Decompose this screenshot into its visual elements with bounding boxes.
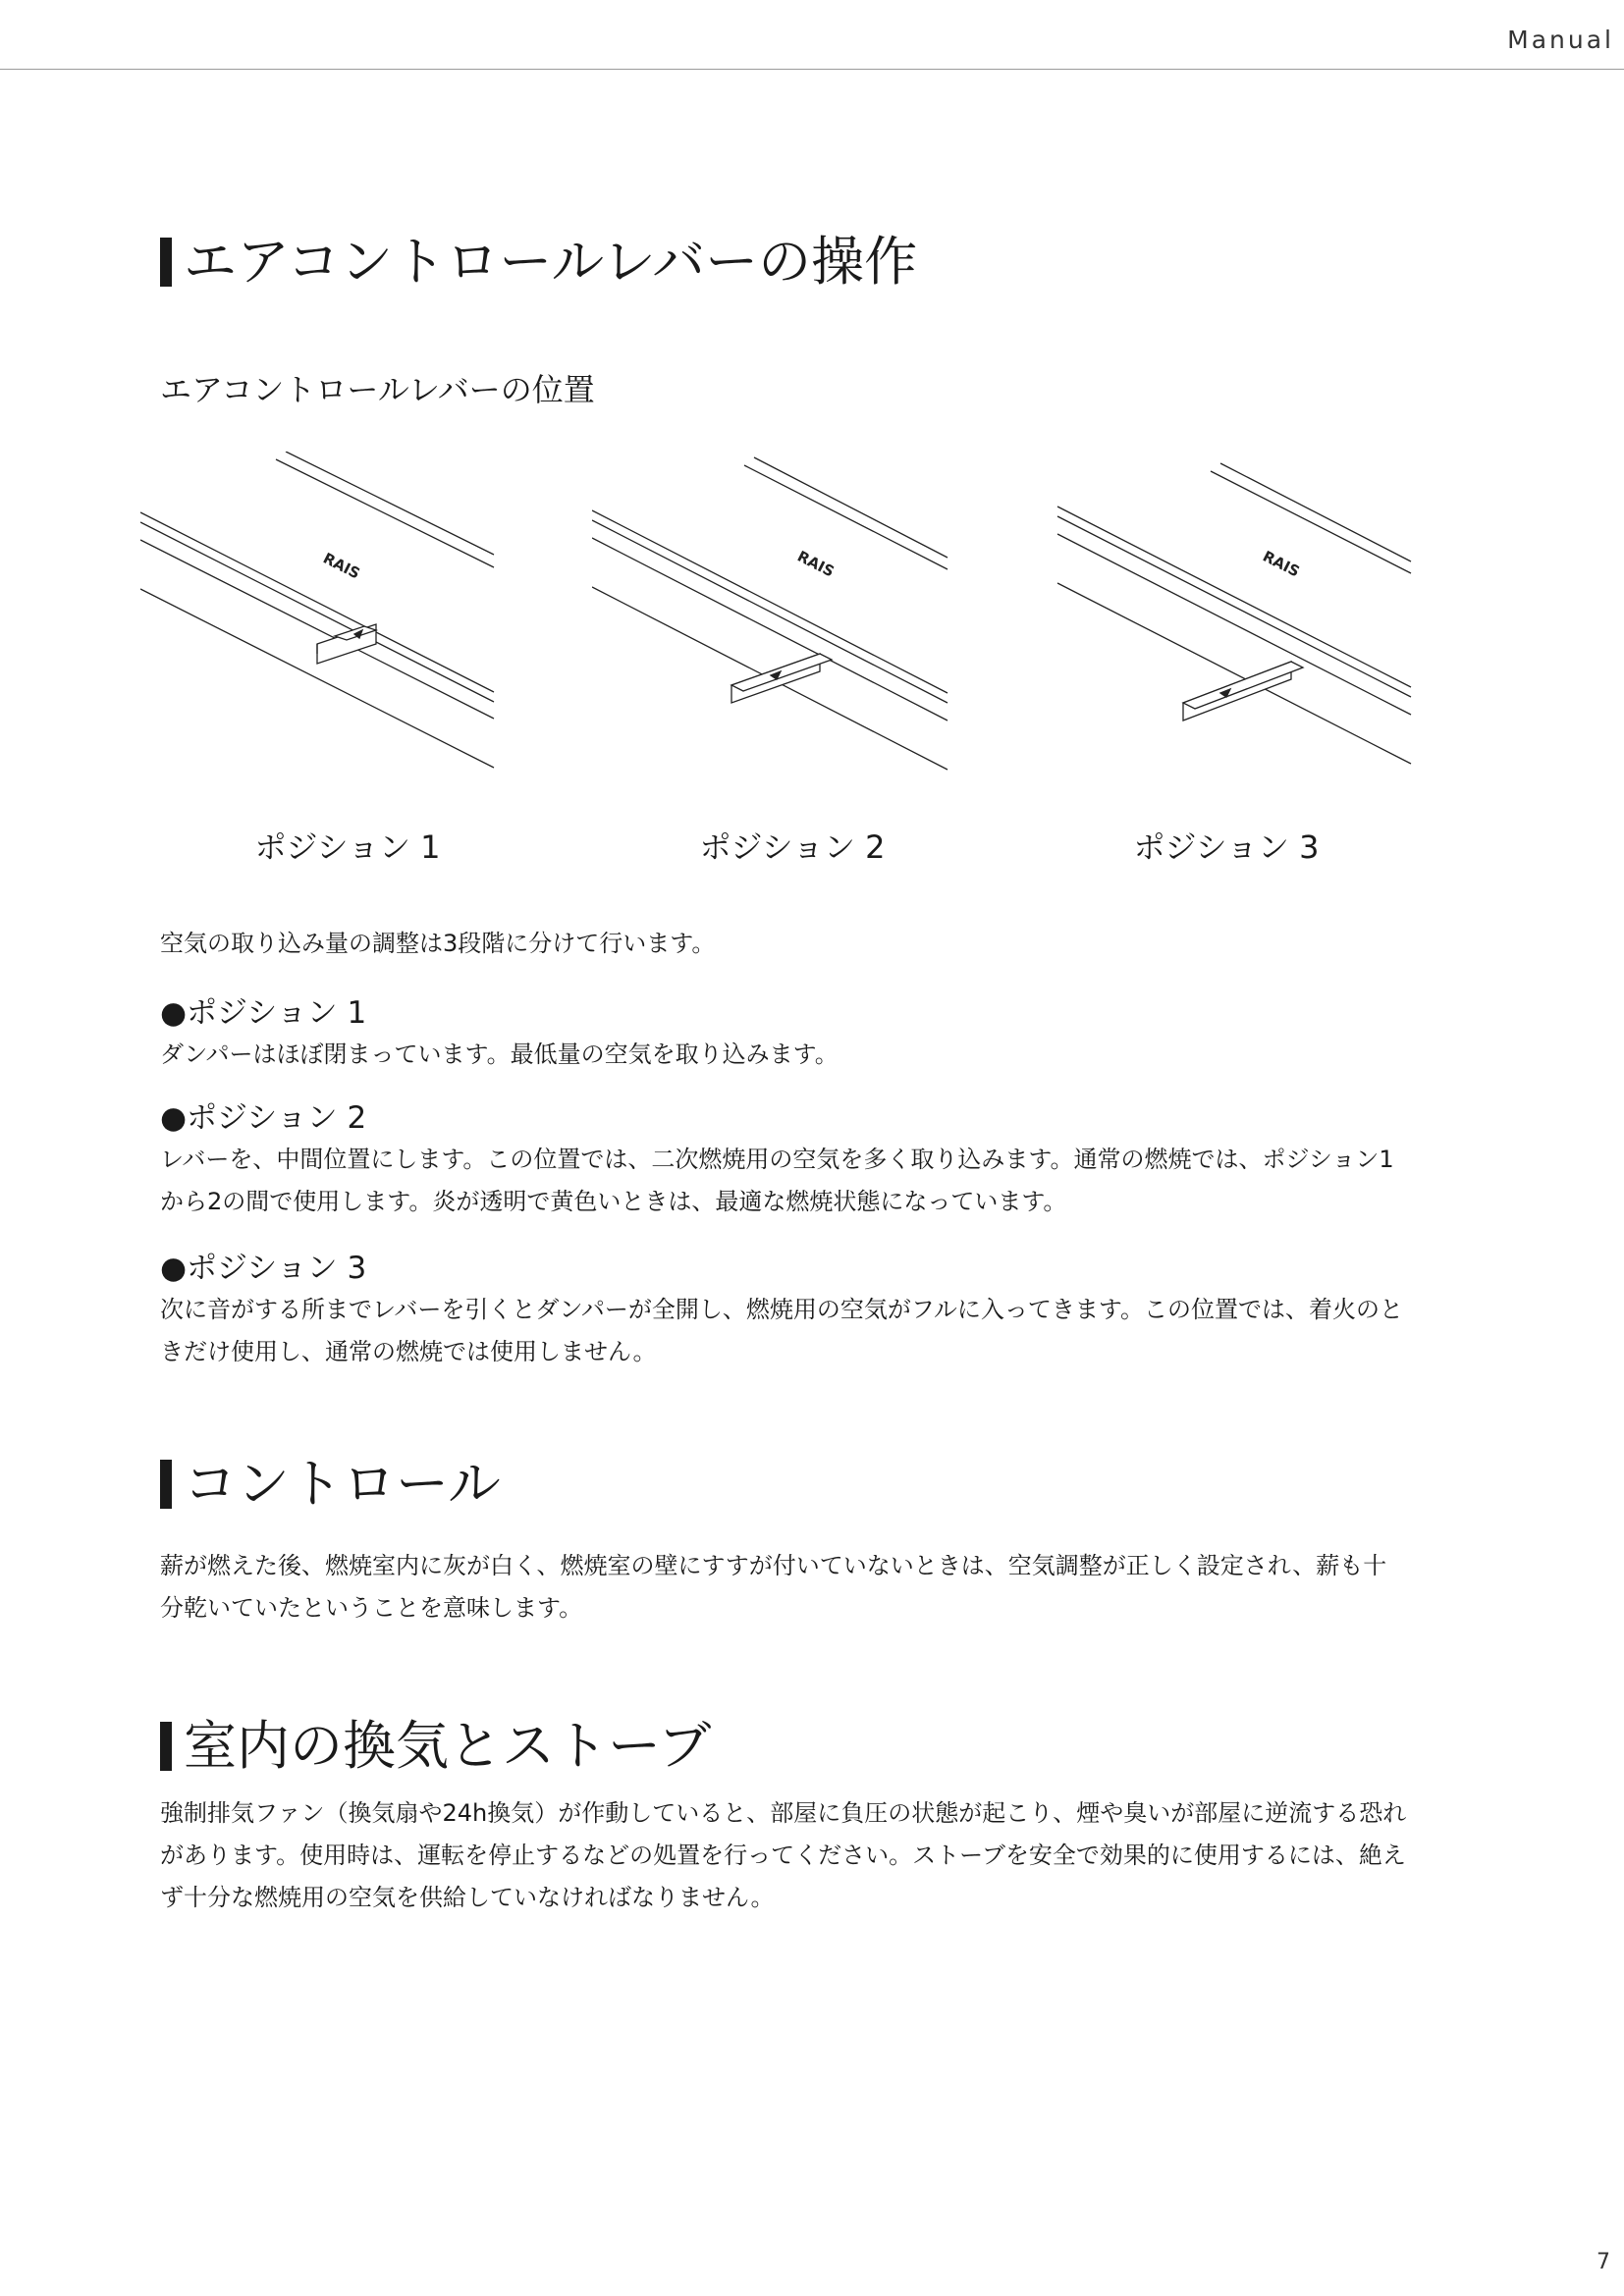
- rais-logo: RAIS: [1260, 547, 1303, 581]
- lever-illustration-3: [1056, 452, 1417, 795]
- header-label: Manual: [1507, 26, 1614, 54]
- position-1-heading: ●ポジション 1: [160, 995, 367, 1031]
- control-text: 薪が燃えた後、燃焼室内に灰が白く、燃焼室の壁にすすが付いていないときは、空気調整が正しく設定され、薪も十分乾いていたということを意味します。: [160, 1552, 1387, 1622]
- position-2-text: レバーを、中間位置にします。この位置では、二次燃焼用の空気を多く取り込みます。通常の燃焼では、ポジション1から2の間で使用します。炎が透明で黄色いときは、最適な燃焼状態になっています。: [160, 1146, 1394, 1215]
- figure-caption-1: ポジション 1: [254, 828, 441, 866]
- lever-illustration-2: [592, 452, 953, 795]
- title-bar-marker: [160, 1722, 172, 1771]
- position-2-heading: ●ポジション 2: [160, 1100, 367, 1136]
- ventilation-text: 強制排気ファン（換気扇や24h換気）が作動していると、部屋に負圧の状態が起こり、煙や臭いが部屋に逆流する恐れがあります。使用時は、運転を停止するなどの処置を行ってください。ストーブを安全で効果的に使用するには、絶えず十分な燃焼用の空気を供給していなければなりません。: [160, 1799, 1407, 1911]
- title-bar-marker: [160, 238, 172, 287]
- lever-illustration-1: [140, 452, 502, 795]
- section-title-text: エアコントロールレバーの操作: [184, 231, 918, 293]
- subheading-lever-position: エアコントロールレバーの位置: [160, 371, 595, 408]
- figure-caption-3: ポジション 3: [1133, 828, 1320, 866]
- figure-caption-2: ポジション 2: [699, 828, 886, 866]
- figure-position-1: [140, 452, 502, 795]
- position-1-text: ダンパーはほぼ閉まっています。最低量の空気を取り込みます。: [160, 1041, 839, 1068]
- section-title-air-lever: [160, 231, 918, 293]
- page-number: 7: [1597, 2250, 1610, 2274]
- section-title-control: [160, 1453, 501, 1515]
- rais-logo: RAIS: [320, 549, 363, 583]
- position-3-heading: ●ポジション 3: [160, 1251, 367, 1286]
- intro-text: 空気の取り込み量の調整は3段階に分けて行います。: [160, 930, 716, 957]
- position-3-text: 次に音がする所までレバーを引くとダンパーが全開し、燃焼用の空気がフルに入ってきます。この位置では、着火のときだけ使用し、通常の燃焼では使用しません。: [160, 1296, 1403, 1365]
- section-title-ventilation: [160, 1715, 712, 1777]
- figure-position-2: [592, 452, 953, 795]
- section-title-text: 室内の換気とストーブ: [184, 1715, 712, 1777]
- header-rule: [0, 69, 1624, 70]
- title-bar-marker: [160, 1460, 172, 1509]
- figure-position-3: [1056, 452, 1417, 795]
- section-title-text: コントロール: [184, 1453, 501, 1515]
- rais-logo: RAIS: [794, 547, 838, 581]
